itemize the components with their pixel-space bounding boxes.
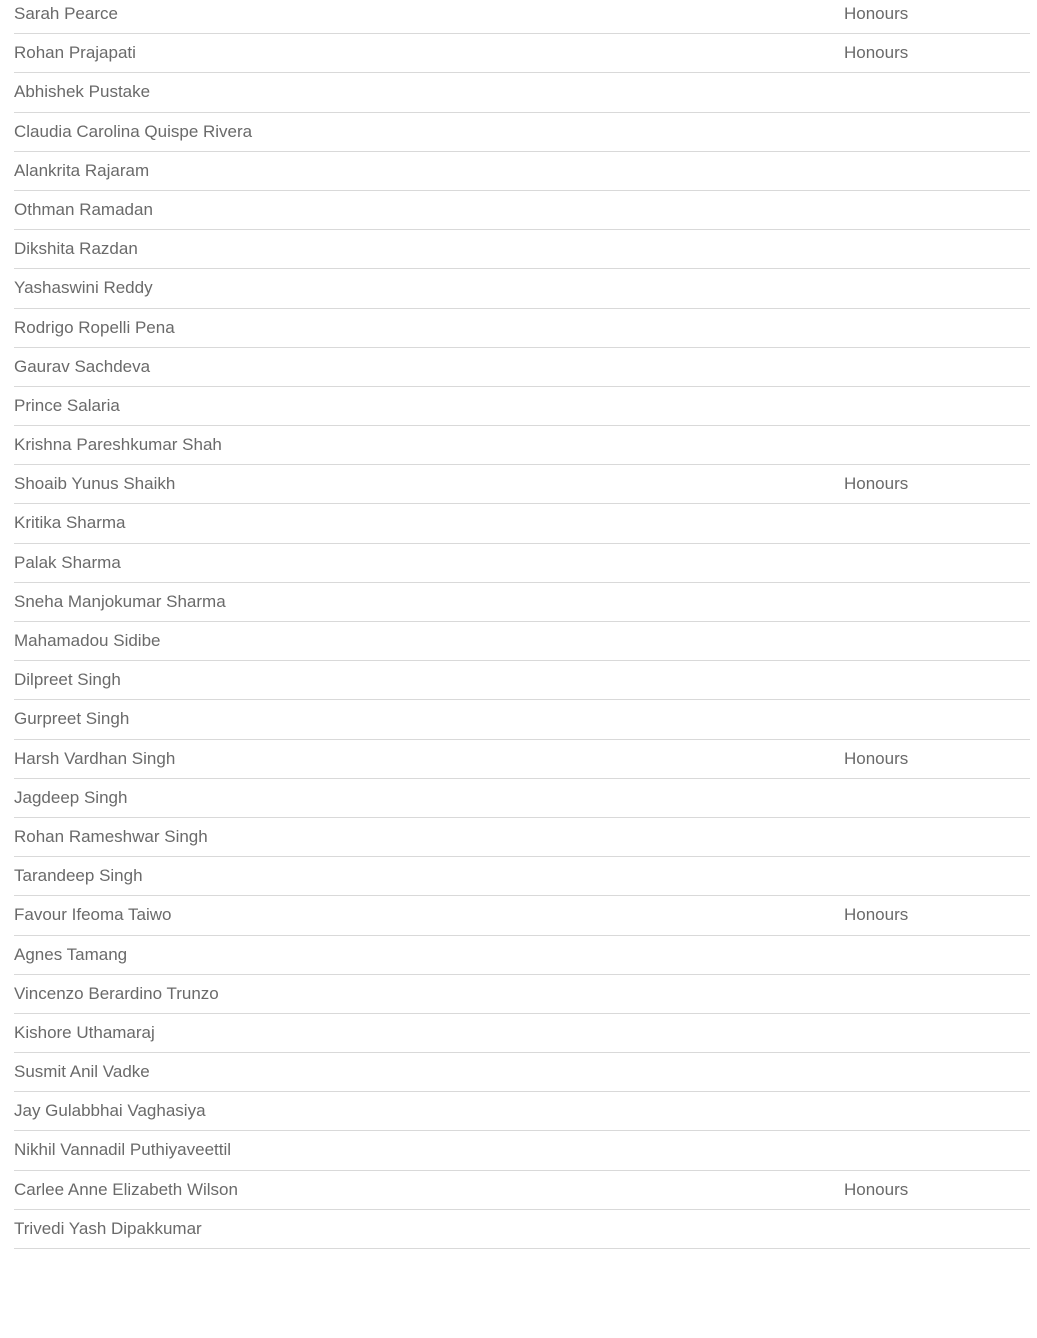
student-name: Favour Ifeoma Taiwo <box>14 905 172 925</box>
list-item <box>14 818 1030 857</box>
list-item <box>14 465 1030 504</box>
list-item <box>14 426 1030 465</box>
list-item <box>14 1014 1030 1053</box>
list-item <box>14 348 1030 387</box>
list-item <box>14 309 1030 348</box>
list-item <box>14 936 1030 975</box>
list-item <box>14 544 1030 583</box>
student-name: Abhishek Pustake <box>14 82 151 102</box>
list-item <box>14 1092 1030 1131</box>
list-item <box>14 622 1030 661</box>
student-name: Trivedi Yash Dipakkumar <box>14 1218 202 1238</box>
list-item <box>14 779 1030 818</box>
student-name: Rohan Prajapati <box>14 43 136 63</box>
student-name: Krishna Pareshkumar Shah <box>14 435 222 455</box>
student-name: Gaurav Sachdeva <box>14 356 151 376</box>
student-name: Kritika Sharma <box>14 513 126 533</box>
list-item <box>14 583 1030 622</box>
honours-label: Honours <box>844 4 909 23</box>
student-name: Nikhil Vannadil Puthiyaveettil <box>14 1140 232 1160</box>
list-item <box>14 152 1030 191</box>
student-name: Gurpreet Singh <box>14 709 130 729</box>
list-item <box>14 1210 1030 1249</box>
list-item <box>14 73 1030 112</box>
honours-label: Honours <box>844 905 909 925</box>
student-name: Harsh Vardhan Singh <box>14 748 176 768</box>
list-item <box>14 857 1030 896</box>
student-name: Claudia Carolina Quispe Rivera <box>14 121 253 141</box>
student-name: Jagdeep Singh <box>14 787 128 807</box>
list-item <box>14 230 1030 269</box>
student-name: Yashaswini Reddy <box>14 278 153 298</box>
student-name: Shoaib Yunus Shaikh <box>14 474 176 494</box>
student-name: Vincenzo Berardino Trunzo <box>14 983 219 1003</box>
student-name: Othman Ramadan <box>14 199 153 219</box>
student-name: Kishore Uthamaraj <box>14 1022 155 1042</box>
honours-label: Honours <box>844 474 909 494</box>
student-name: Dikshita Razdan <box>14 239 138 259</box>
student-name: Mahamadou Sidibe <box>14 631 161 650</box>
student-name: Jay Gulabbhai Vaghasiya <box>14 1101 206 1121</box>
student-name: Alankrita Rajaram <box>14 160 150 180</box>
student-name: Sarah Pearce <box>14 4 118 23</box>
student-name: Susmit Anil Vadke <box>14 1062 150 1082</box>
list-item <box>14 661 1030 700</box>
student-name: Rohan Rameshwar Singh <box>14 826 208 846</box>
list-item <box>14 113 1030 152</box>
list-item <box>14 975 1030 1014</box>
list-item <box>14 504 1030 543</box>
honours-label: Honours <box>844 748 909 768</box>
honours-label: Honours <box>844 1179 909 1199</box>
honours-label: Honours <box>844 43 909 63</box>
student-name: Dilpreet Singh <box>14 670 121 690</box>
student-name: Palak Sharma <box>14 552 121 572</box>
student-name: Sneha Manjokumar Sharma <box>14 591 226 611</box>
list-item <box>14 1053 1030 1092</box>
list-item <box>14 740 1030 779</box>
student-name: Carlee Anne Elizabeth Wilson <box>14 1179 238 1199</box>
student-name: Tarandeep Singh <box>14 866 143 886</box>
list-item <box>14 269 1030 308</box>
list-item <box>14 191 1030 230</box>
graduate-list <box>14 0 1030 1249</box>
list-item <box>14 0 1030 34</box>
list-item <box>14 387 1030 426</box>
list-item <box>14 1171 1030 1210</box>
student-name: Rodrigo Ropelli Pena <box>14 317 175 337</box>
list-item <box>14 700 1030 739</box>
list-item <box>14 34 1030 73</box>
list-item <box>14 1131 1030 1170</box>
list-item <box>14 896 1030 935</box>
student-name: Agnes Tamang <box>14 944 128 964</box>
student-name: Prince Salaria <box>14 395 120 415</box>
